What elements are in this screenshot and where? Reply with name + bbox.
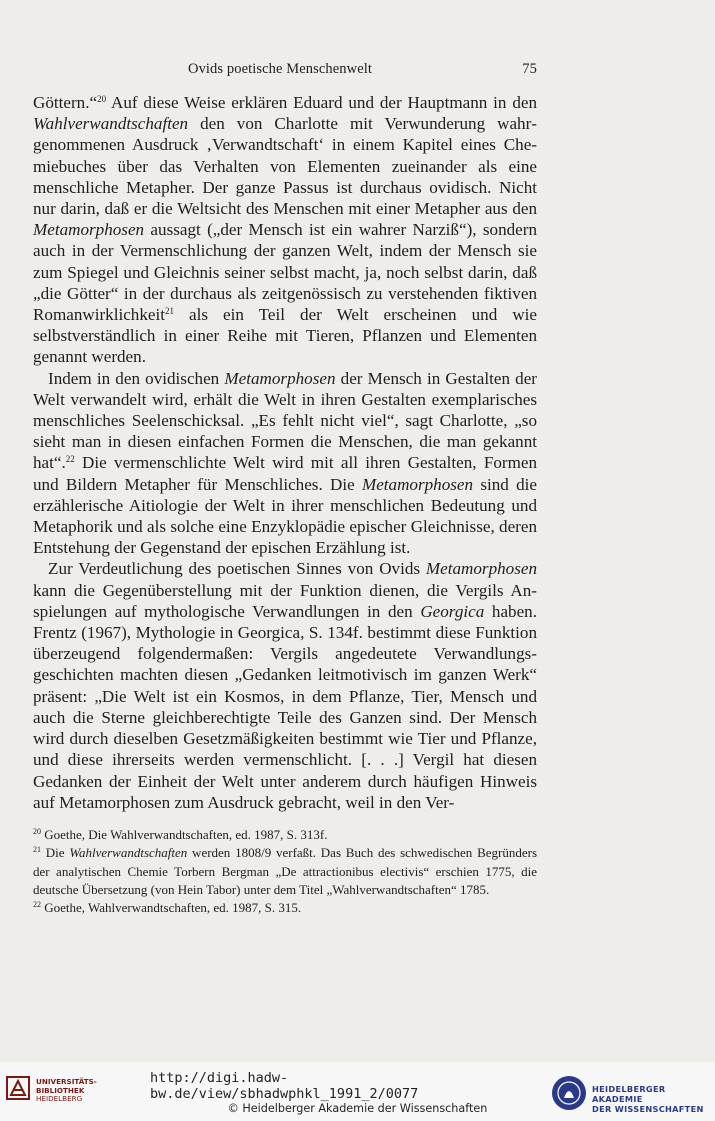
italic-title: Metamorphosen <box>224 368 336 388</box>
hadw-logo-line1: HEIDELBERGER AKADEMIE <box>592 1084 666 1104</box>
italic-title: Georgica <box>420 601 485 621</box>
text-run: Göttern.“ <box>33 93 98 112</box>
footnote-ref: 20 <box>97 94 107 104</box>
italic-title: Metamorphosen <box>361 474 474 494</box>
footnote <box>33 899 537 917</box>
italic-title: Metamorphosen <box>33 220 145 240</box>
text-run: Die <box>41 845 70 861</box>
footnote <box>33 844 537 899</box>
hadw-seal-icon <box>552 1076 586 1110</box>
ub-logo-line3: HEIDELBERG <box>36 1094 83 1103</box>
text-run: Auf diese Weise erklären Eduard und der Hauptmann in den <box>106 93 537 112</box>
ub-heidelberg-logo-icon <box>6 1076 30 1100</box>
text-run: Goethe, Wahlverwandtschaften, ed. 1987, S. 315. <box>41 900 302 916</box>
text-run: sind die erzählerische Aitiologie der Welt in ihrer menschlichen Bedeutung und Metaphorik und als solche eine Enzyklopädie epischer Gleichnisse, deren Entstehung der Gegenstand der epischen Erzählung ist. <box>33 474 537 558</box>
italic-title: Wahlverwandtschaften <box>33 114 189 134</box>
ub-logo-line2: BIBLIOTHEK <box>36 1085 85 1095</box>
text-run: als ein Teil der Welt erscheinen und wie selbstverständlich in einer Reihe mit Tieren, Pflanzen und Elementen genannt werden. <box>33 305 537 367</box>
page-number: 75 <box>522 61 537 77</box>
text-run: werden 1808/9 verfaßt. Das Buch des schwedischen Begründers der analytischen Chemie Torbern Bergman „De attractionibus electivis“ erschien 1775, die deutsche Übersetzung (von Hein Tabor) unter dem Titel „Wahlverwandtschaften“ 1785. <box>33 845 537 897</box>
footnotes <box>33 826 537 917</box>
text-run: Zur Verdeutlichung des poetischen Sinnes von Ovids <box>48 559 426 579</box>
footnote-number: 21 <box>33 845 41 855</box>
italic-title: Wahlverwandtschaften <box>69 845 188 861</box>
footnote-ref: 21 <box>164 306 174 317</box>
italic-title: Metamorphosen <box>425 559 537 579</box>
text-run: der Mensch in Gestalten der Welt verwandelt wird, erhält die Welt in ihren Gestalten exemplarisches menschliches Seelenschicksal. „Es fehlt nicht viel“, sagt Charlotte, „so sieht man in diesen einfachen Formen die Menschen, die man gekannt hat“. <box>33 368 537 473</box>
document-url-link[interactable]: http://digi.hadw-bw.de/view/sbhadwphkl_1991_2/0077 <box>150 1070 419 1102</box>
body-paragraph <box>33 368 537 559</box>
running-head-title: Ovids poetische Menschenwelt <box>188 61 373 77</box>
body-paragraph <box>33 92 537 368</box>
hadw-logo[interactable] <box>552 1076 712 1112</box>
hadw-logo-line2: DER WISSENSCHAFTEN <box>592 1104 704 1114</box>
text-run: Indem in den ovidischen <box>48 368 225 388</box>
text-run: Goethe, Die Wahlverwandtschaften, ed. 1987, S. 313f. <box>41 827 328 842</box>
footnote-ref: 22 <box>65 454 75 465</box>
text-run: den von Charlotte mit Verwunderung wahrgenommenen Ausdruck ‚Verwandtschaft‘ in einem Kapitel eines Chemiebuches über das Verhalten von Elementen zueinander als eine menschliche Metapher. Der ganze Passus ist durchaus ovidisch. Nicht nur darin, daß er die Weltsicht des Menschen mit einer Metapher aus den <box>33 114 537 219</box>
text-run: kann die Gegenüberstellung mit der Funktion dienen, die Vergils Anspielungen auf mythologische Verwandlungen in den <box>33 580 537 621</box>
copyright-notice: © Heidelberger Akademie der Wissenschaften <box>227 1102 488 1115</box>
viewer-footer <box>0 1062 715 1121</box>
text-run: haben. Frentz (1967), Mythologie in Georgica, S. 134f. bestimmt diese Funktion überzeugend folgendermaßen: Vergils angedeutete Verwandlungsgeschichten machten diesen „Gedanken leitmotivisch im ganzen Werk“ präsent: „Die Welt ist ein Kosmos, in dem Pflanze, Tier, Mensch und auch die Sterne gleichberechtigte Teile des Ganzen sind. Der Mensch wird durch dieselben Gesetzmäßigkeiten bestimmt wie Tier und Pflanze, und diese ihrerseits werden vermenschlicht. [. . .] Vergil hat diesen Gedanken der Einheit der Welt unter anderem durch häufigen Hinweis auf Metamorphosen zum Ausdruck gebracht, weil in den Ver- <box>33 601 537 812</box>
footnote-number: 20 <box>33 827 41 836</box>
footnote-number: 22 <box>33 900 41 910</box>
text-run: aussagt („der Mensch ist ein wahrer Narziß“), sondern auch in der Vermenschlichung der ganzen Welt, indem der Mensch sie zum Spiegel und Gleichnis seiner selbst macht, ja, noch selbst darin, daß „die Götter“ in der durchaus als zeitgenössisch zu verstehenden fiktiven Romanwirklichkeit <box>33 220 537 325</box>
body-paragraph <box>33 558 537 812</box>
text-run: Die vermenschlichte Welt wird mit all ihren Gestalten, Formen und Bildern Metapher für Menschliches. Die <box>33 453 537 494</box>
footnote <box>33 826 537 844</box>
ub-logo-line1: UNIVERSITÄTS- <box>36 1077 97 1086</box>
body-text <box>33 92 537 813</box>
